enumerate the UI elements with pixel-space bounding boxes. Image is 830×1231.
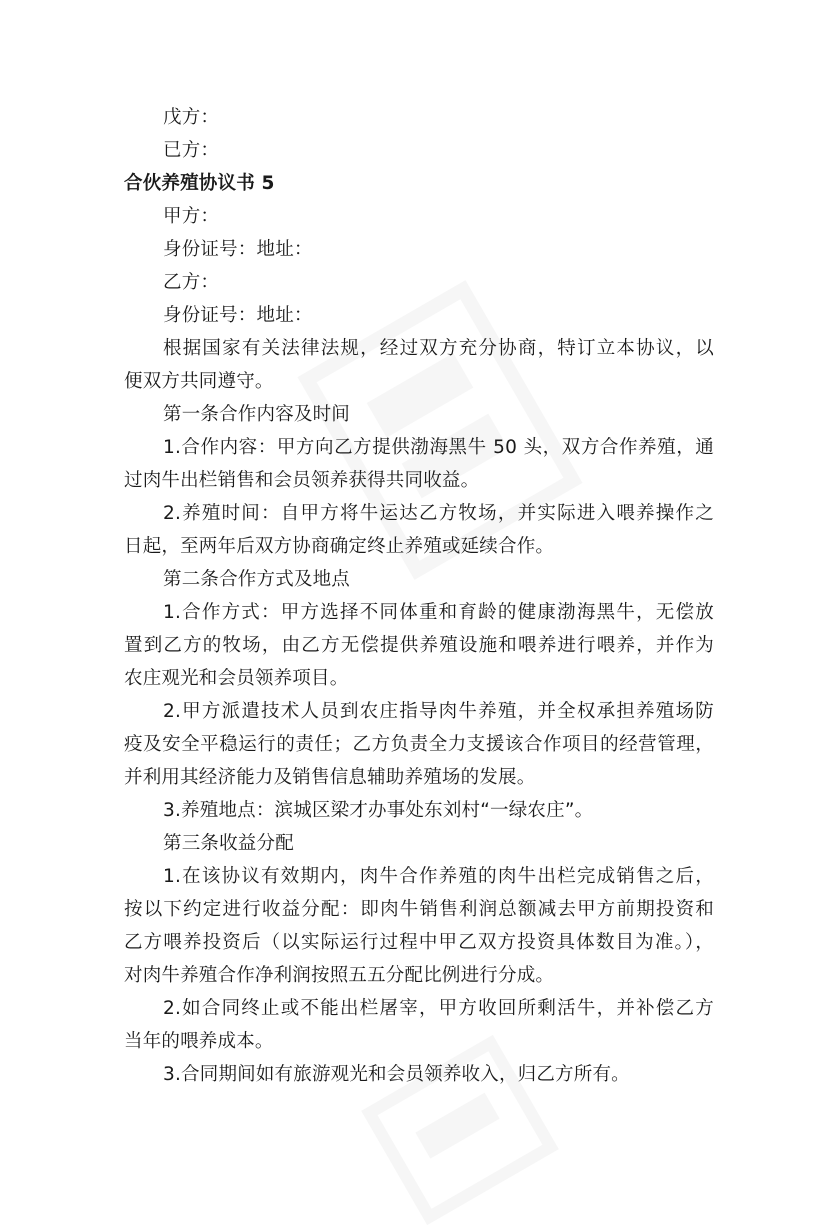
preamble-line-2: 便双方共同遵守。 <box>124 371 274 392</box>
article-3-clause-1-line-3: 乙方喂养投资后（以实际运行过程中甲乙双方投资具体数目为准。）， <box>124 932 714 953</box>
article-2-clause-2-line-1: 2.甲方派遣技术人员到农庄指导肉牛养殖，并全权承担养殖场防 <box>163 701 714 722</box>
article-3-clause-1-line-1: 1.在该协议有效期内，肉牛合作养殖的肉牛出栏完成销售之后， <box>163 866 714 887</box>
party-wu-label: 戊方： <box>163 107 220 128</box>
article-1-clause-2-line-1: 2.养殖时间：自甲方将牛运达乙方牧场，并实际进入喂养操作之 <box>163 503 714 524</box>
article-3-clause-2-line-1: 2.如合同终止或不能出栏屠宰，甲方收回所剩活牛，并补偿乙方 <box>163 998 714 1019</box>
article-2-heading: 第二条合作方式及地点 <box>163 569 351 590</box>
article-3-clause-1-line-4: 对肉牛养殖合作净利润按照五五分配比例进行分成。 <box>124 965 555 986</box>
document-title: 合伙养殖协议书 5 <box>124 173 275 194</box>
article-1-heading: 第一条合作内容及时间 <box>163 404 351 425</box>
article-1-clause-1-line-2: 过肉牛出栏销售和会员领养获得共同收益。 <box>124 470 480 491</box>
preamble-line-1: 根据国家有关法律法规，经过双方充分协商，特订立本协议，以 <box>163 338 714 359</box>
party-ji-label: 已方： <box>163 140 220 161</box>
article-2-clause-2-line-3: 并利用其经济能力及销售信息辅助养殖场的发展。 <box>124 767 536 788</box>
article-3-clause-3: 3.合同期间如有旅游观光和会员领养收入，归乙方所有。 <box>163 1064 630 1085</box>
party-a-id-address: 身份证号：地址： <box>163 239 313 260</box>
article-2-clause-1-line-3: 农庄观光和会员领养项目。 <box>124 668 349 689</box>
article-1-clause-1-line-1: 1.合作内容：甲方向乙方提供渤海黑牛 50 头，双方合作养殖，通 <box>163 437 714 458</box>
party-b-id-address: 身份证号：地址： <box>163 305 313 326</box>
article-3-heading: 第三条收益分配 <box>163 833 294 854</box>
article-2-clause-1-line-1: 1.合作方式：甲方选择不同体重和育龄的健康渤海黑牛，无偿放 <box>163 602 714 623</box>
article-2-clause-2-line-2: 疫及安全平稳运行的责任；乙方负责全力支援该合作项目的经营管理， <box>124 734 714 755</box>
article-2-clause-3: 3.养殖地点：滨城区梁才办事处东刘村“一绿农庄”。 <box>163 800 594 821</box>
party-b-label: 乙方： <box>163 272 220 293</box>
article-1-clause-2-line-2: 日起，至两年后双方协商确定终止养殖或延续合作。 <box>124 536 555 557</box>
article-3-clause-2-line-2: 当年的喂养成本。 <box>124 1031 274 1052</box>
article-3-clause-1-line-2: 按以下约定进行收益分配：即肉牛销售利润总额减去甲方前期投资和 <box>124 899 714 920</box>
party-a-label: 甲方： <box>163 206 220 227</box>
article-2-clause-1-line-2: 置到乙方的牧场，由乙方无偿提供养殖设施和喂养进行喂养，并作为 <box>124 635 714 656</box>
watermark-icon <box>356 1029 565 1230</box>
